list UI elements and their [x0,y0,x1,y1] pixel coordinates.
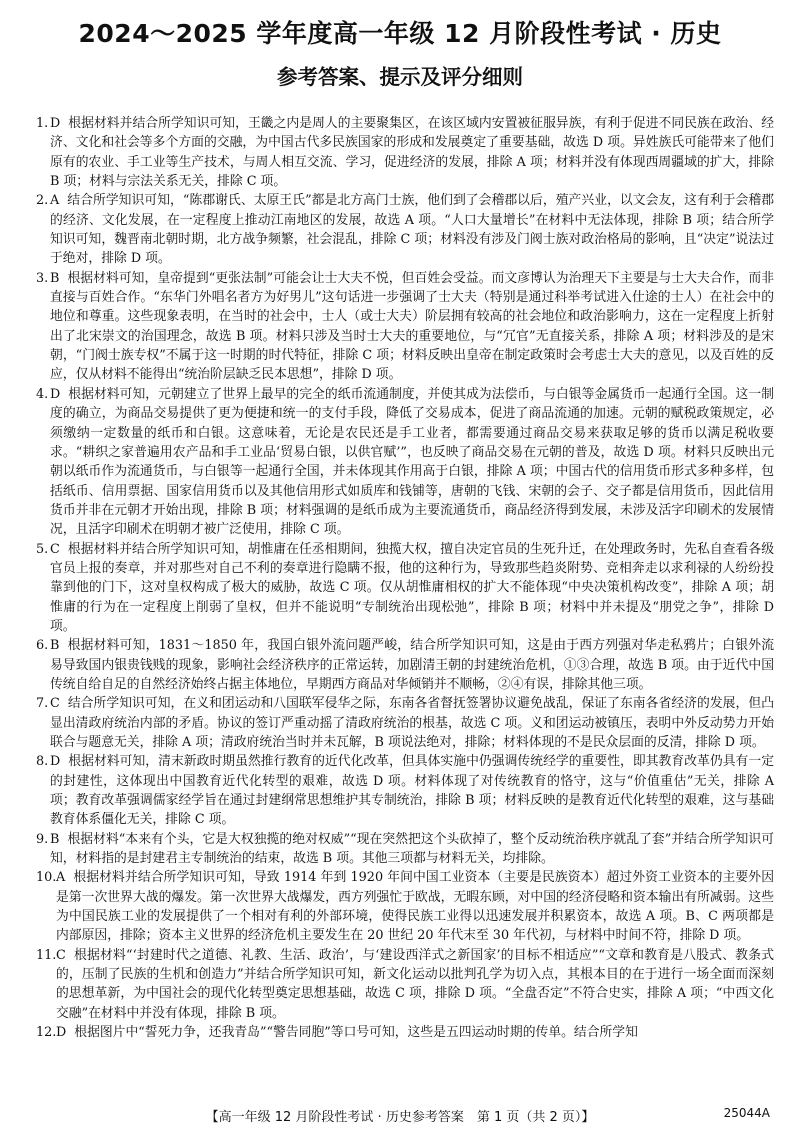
answer-explanation: 根据材料可知，清末新政时期虽然推行教育的近代化改革，但具体实施中仍强调传统经学的重要性，即其教育改革仍具有一定的封建性，这体现出中国教育近代化转型的艰难，故选 D 项。材料体现了对传统教育的恪守，这与“价值重估”无关，排除 A 项；教育改革强调儒家经学旨在通过封建纲常思想维护其专制统治，排除 B 项；材料反映的是教育近代化转型的艰难，这与基础教育体系僵化无关，排除 C 项。 [50,754,774,828]
answer-number: 11. [36,947,57,963]
answer-explanation: 根据材料“本来有个头，它是大权独揽的绝对权威”“现在突然把这个头砍掉了，整个反动统治秩序就乱了套”并结合所学知识可知，材料指的是封建君主专制统治的结束，故选 B 项。其他三项都与材料无关，均排除。 [50,831,774,867]
answer-number: 2. [36,193,49,209]
answer-choice: A [56,870,66,886]
page-subtitle: 参考答案、提示及评分细则 [277,65,523,89]
answer-choice: D [50,386,61,402]
answer-choice: C [56,947,66,963]
answer-explanation: 根据材料可知，元朝建立了世界上最早的完全的纸币流通制度，并使其成为法偿币，与白银等金属货币一起通行全国。这一制度的确立，为商品交易提供了更为便捷和统一的支付手段，降低了交易成本，促进了商品流通的加速。元朝的赋税政策规定，必须缴纳一定数量的纸币和白银。这意味着，无论是农民还是手工业者，都需要通过商品交易来获取足够的货币以满足税收要求。“耕织之家普遍用农产品和手工业品‘贸易白银，以供官赋’”，也反映了商品交易在元朝的普及，故选 D 项。材料只反映出元朝以纸币作为流通货币，与白银等一起通行全国，并未体现其作用高于白银，排除 A 项；中国古代的信用货币形式多种多样，包括纸币、信用票据、国家信用货币以及其他信用形式如质库和钱铺等，唐朝的飞钱、宋朝的会子、交子都是信用货币，因此信用货币并非在元朝才开始出现，排除 B 项；材料强调的是纸币成为主要流通货币，商品经济得到发展，未涉及活字印刷术的发展情况，且活字印刷术在明朝才被广泛使用，排除 C 项。 [50,386,774,538]
answer-number: 5. [36,541,49,557]
answer-number: 6. [36,638,49,654]
answer-choice: B [50,270,60,286]
answer-item [36,868,774,945]
answer-list [36,114,774,1043]
page-footer [0,1106,800,1126]
answer-item [36,540,774,637]
answer-item [36,385,774,540]
answer-item [36,269,774,385]
answer-number: 7. [36,696,49,712]
answer-explanation: 根据材料“‘封建时代之道德、礼教、生活、政治’，与‘建设西洋式之新国家’的目标不相适应”“文章和教育是八股式、教条式的，压制了民族的生机和创造力”并结合所学知识可知，新文化运动以批判孔学为切入点，其根本目的在于进行一场全面而深刻的思想革新，为中国社会的现代化转型奠定思想基础，故选 C 项，排除 D 项。“全盘否定”不符合史实，排除 A 项；“中西文化交融”在材料中并没有体现，排除 B 项。 [56,947,774,1021]
page-title: 2024～2025 学年度高一年级 12 月阶段性考试 · 历史 [78,19,722,48]
answer-explanation: 根据材料并结合所学知识可知，胡惟庸在任丞相期间，独揽大权，擅自决定官员的生死升迁，在处理政务时，先私自查看各级官员上报的奏章，并对那些对自己不利的奏章进行隐瞒不报，他的这种行为，导致那些趋炎附势、竞相奔走以求利禄的人纷纷投靠到他的门下，这对皇权构成了极大的威胁，故选 C 项。仅从胡惟庸相权的扩大不能体现“中央决策机构改变”，排除 A 项；胡惟庸的行为在一定程度上削弱了皇权，但并不能说明“专制统治出现松弛”，排除 B 项；材料中并未提及“朋党之争”，排除 D 项。 [50,541,774,634]
answer-item [36,1023,774,1042]
answer-choice: D [50,754,61,770]
answer-item [36,114,774,191]
answer-choice: D [50,116,61,131]
answer-number: 4. [36,386,49,402]
answer-item [36,946,774,1023]
answer-item [36,694,774,752]
answer-number: 9. [36,831,49,847]
answer-number: 3. [36,270,49,286]
footer-doc-code: 25044A [723,1106,770,1120]
answer-number: 12. [36,1025,57,1041]
answer-item [36,752,774,829]
answer-explanation: 结合所学知识可知，“陈郡谢氏、太原王氏”都是北方高门士族，他们到了会稽郡以后，殖产兴业，以文会友，这有利于会稽郡的经济、文化发展，在一定程度上推动江南地区的发展，故选 A 项。“人口大量增长”在材料中无法体现，排除 B 项；结合所学知识可知，魏晋南北朝时期，北方战争频繁，社会混乱，排除 C 项；材料没有涉及门阀士族对政治格局的影响，且“决定”说法过于绝对，排除 D 项。 [50,193,774,267]
answer-choice: C [50,696,60,712]
answer-explanation: 根据材料并结合所学知识可知，王畿之内是周人的主要聚集区，在该区域内安置被征服异族，有利于促进不同民族在政治、经济、文化和社会等多个方面的交融，为中国古代多民族国家的形成和发展奠定了重要基础，故选 D 项。异姓族氏可能带来了他们原有的农业、手工业等生产技术，与周人相互交流、学习，促进经济的发展，排除 A 项；材料并没有体现西周疆域的扩大，排除 B 项；材料与宗法关系无关，排除 C 项。 [50,116,774,190]
answer-choice: D [56,1025,67,1041]
answer-item [36,191,774,268]
footer-page-info: 【高一年级 12 月阶段性考试 · 历史参考答案 第 1 页（共 2 页）】 [205,1110,595,1125]
answer-explanation: 根据图片中“誓死力争，还我青岛”“警告同胞”等口号可知，这些是五四运动时期的传单。结合所学知 [74,1025,638,1041]
answer-choice: B [50,831,60,847]
answer-explanation: 根据材料可知，皇帝提到“更张法制”可能会让士大夫不悦，但百姓会受益。而文彦博认为治理天下主要是与士大夫合作，而非直接与百姓合作。“东华门外唱名者方为好男儿”这句话进一步强调了士大夫（特别是通过科举考试进入仕途的士人）在社会中的地位和尊重。这些现象表明，在当时的社会中，士人（或士大夫）阶层拥有较高的社会地位和政治影响力，这在一定程度上折射出了北宋崇文的治国理念，故选 B 项。材料只涉及当时士大夫的重要地位，与“冗官”无直接关系，排除 A 项；材料涉及的是宋朝，“门阀士族专权”不属于这一时期的时代特征，排除 C 项；材料反映出皇帝在制定政策时会考虑士大夫的意见，以及百姓的反应，仅从材料不能得出“统治阶层缺乏民本思想”，排除 D 项。 [50,270,774,383]
answer-explanation: 结合所学知识可知，在义和团运动和八国联军侵华之际，东南各省督抚签署协议避免战乱，保证了东南各省经济的发展，但凸显出清政府统治内部的矛盾。协议的签订严重动摇了清政府统治的根基，故选 C 项。义和团运动被镇压，表明中外反动势力开始联合与题意无关，排除 A 项；清政府统治当时并未瓦解，B 项说法绝对，排除；材料体现的不是民众层面的反清，排除 D 项。 [50,696,774,750]
answer-explanation: 根据材料可知，1831～1850 年，我国白银外流问题严峻，结合所学知识可知，这是由于西方列强对华走私鸦片；白银外流易导致国内银贵钱贱的现象，影响社会经济秩序的正常运转，加剧清王朝的封建统治危机，①③合理，故选 B 项。由于近代中国传统自给自足的自然经济始终占据主体地位，早期西方商品对华倾销并不顺畅，②④有误，排除其他三项。 [50,638,774,692]
answer-choice: C [50,541,60,557]
answer-number: 1. [36,116,49,131]
answer-choice: A [50,193,60,209]
answer-number: 10. [36,870,57,886]
answer-number: 8. [36,754,49,770]
answer-explanation: 根据材料并结合所学知识可知，导致 1914 年到 1920 年间中国工业资本（主要是民族资本）超过外资工业资本的主要外因是第一次世界大战的爆发。第一次世界大战爆发，西方列强忙于欧战，无暇东顾，对中国的经济侵略和资本输出有所减弱。这些为中国民族工业的发展提供了一个相对有利的外部环境，使得民族工业得以迅速发展并积累资本，故选 A 项。B、C 两项都是内部原因，排除；资本主义世界的经济危机主要发生在 20 世纪 20 年代末至 30 年代初，与材料中时间不符，排除 D 项。 [56,870,774,944]
answer-item [36,830,774,869]
answer-choice: B [50,638,60,654]
answer-item [36,636,774,694]
